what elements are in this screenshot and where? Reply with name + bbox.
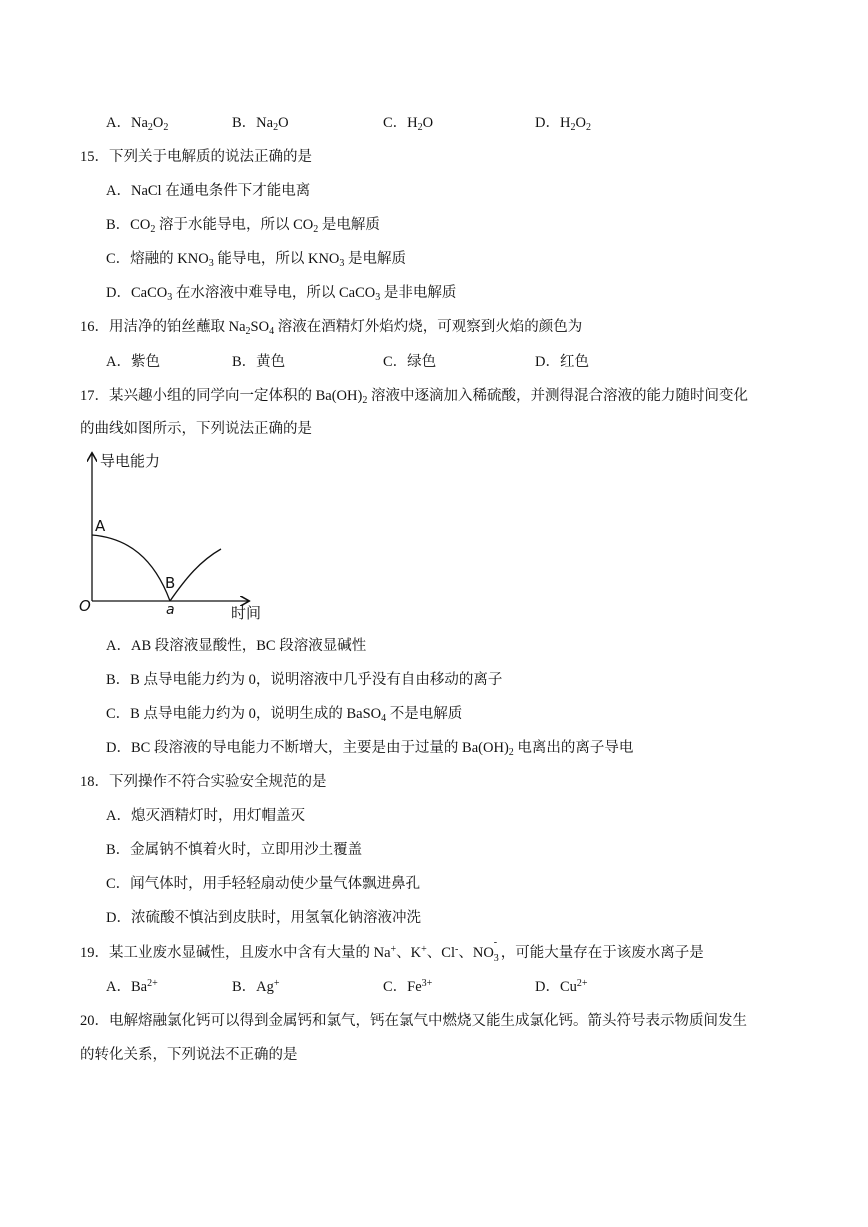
q17-option-a: A．AB 段溶液显酸性，BC 段溶液显碱性 [106, 638, 367, 654]
q16-stem: 16．用洁净的铂丝蘸取 $Na_2SO_4$ 溶液在酒精灯外焰灼烧，可观察到火焰的颜色为 [80, 319, 583, 337]
q19-option-d: D．$Cu^{2+}$ [535, 978, 588, 995]
q20-stem-line2: 的转化关系，下列说法不正确的是 [80, 1047, 298, 1063]
q19-option-b: B．Ag+ [232, 978, 280, 995]
curve-bc [170, 549, 221, 601]
q18-option-a: A．熄灭酒精灯时，用灯帽盖灭 [106, 808, 305, 824]
q14-option-d: D．$H_2O_2$ [535, 115, 591, 133]
q15-option-b: B．$CO_2$ 溶于水能导电，所以 $CO_2$ 是电解质 [106, 217, 380, 235]
q17-option-c: C．B 点导电能力约为 0，说明生成的 BaSO$_4$ 不是电解质 [106, 706, 463, 724]
q16-option-c: C．绿色 [383, 354, 437, 370]
y-axis-label: 导电能力 [100, 452, 161, 470]
q19-option-c: C．$Fe^{3+}$ [383, 978, 433, 995]
q16-option-b: B．黄色 [232, 354, 286, 370]
q15-stem: 15．下列关于电解质的说法正确的是 [80, 149, 312, 165]
q17-stem-line2: 的曲线如图所示，下列说法正确的是 [80, 421, 312, 437]
q16-option-a: A．紫色 [106, 354, 160, 370]
q15-option-d: D．CaCO$_3$ 在水溶液中难导电，所以 CaCO$_3$ 是非电解质 [106, 285, 457, 303]
q14-option-c: C．$H_2O$ [383, 115, 434, 133]
q17-stem-line1: 17．某兴趣小组的同学向一定体积的 $Ba(OH)_2$ 溶液中逐滴加入稀硫酸，并测得混合溶液的能力随时间变化 [80, 388, 748, 406]
q17-option-d: D．BC 段溶液的导电能力不断增大，主要是由于过量的 $Ba(OH)_2$ 电离出的离子导电 [106, 740, 634, 758]
q18-option-c: C．闻气体时，用手轻轻扇动使少量气体飘进鼻孔 [106, 876, 421, 892]
q18-option-b: B．金属钠不慎着火时，立即用沙土覆盖 [106, 842, 363, 858]
q14-option-b: B．$Na_2O$ [232, 115, 289, 133]
q17-option-b: B．B 点导电能力约为 0，说明溶液中几乎没有自由移动的离子 [106, 672, 503, 688]
q15-option-a: A．NaCl 在通电条件下才能电离 [106, 183, 311, 199]
q20-stem-line1: 20．电解熔融氯化钙可以得到金属钙和氯气，钙在氯气中燃烧又能生成氯化钙。箭头符号表示物质间发生 [80, 1013, 747, 1029]
q19-option-a: A．$Ba^{2+}$ [106, 978, 158, 995]
x-axis-label: 时间 [231, 604, 262, 622]
q15-option-c: C．熔融的 $KNO_3$ 能导电，所以 $KNO_3$ 是电解质 [106, 251, 407, 269]
curve-ab [92, 535, 170, 601]
q18-stem: 18．下列操作不符合实验安全规范的是 [80, 774, 327, 790]
q18-option-d: D．浓硫酸不慎沾到皮肤时，用氢氧化钠溶液冲洗 [106, 910, 421, 926]
q19-stem: 19．某工业废水显碱性，且废水中含有大量的 Na+、K+、Cl-、NO - 3 ，可能大量存在于该废水离子是 [80, 937, 704, 964]
q14-option-a: A．$Na_2O_2$ [106, 115, 169, 133]
q16-option-d: D．红色 [535, 354, 589, 370]
point-b-label: B [165, 574, 176, 592]
conductivity-graph [70, 448, 280, 623]
x-mark-label: a [166, 602, 175, 618]
point-a-label: A [95, 517, 106, 535]
origin-label: O [79, 597, 91, 615]
